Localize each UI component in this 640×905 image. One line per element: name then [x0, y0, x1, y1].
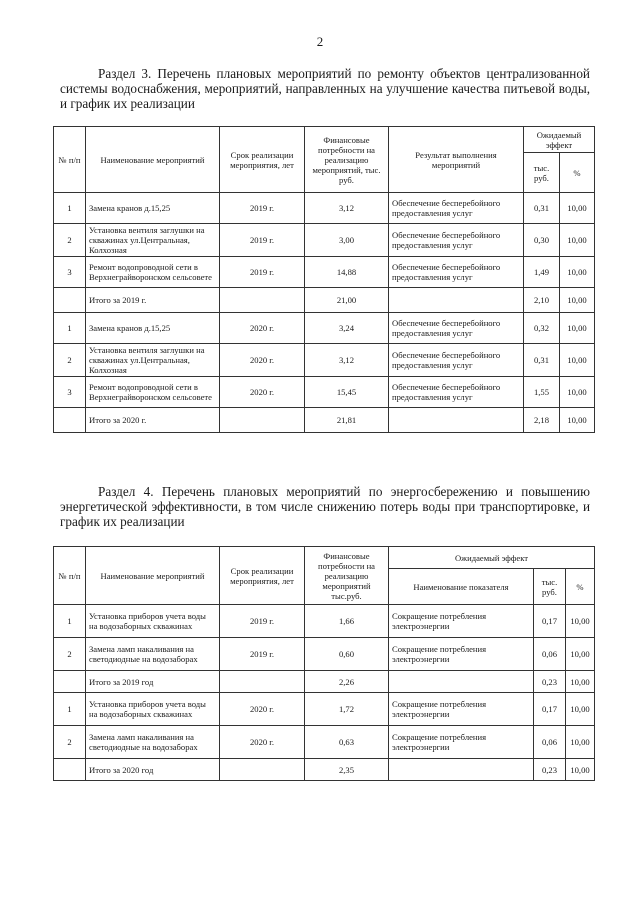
row-rub: 2,10 — [524, 288, 560, 313]
row-name: Установка приборов учета воды на водозаборных скважинах — [86, 605, 220, 638]
row-indicator — [389, 671, 534, 693]
row-term: 2020 г. — [220, 344, 305, 377]
row-pct: 10,00 — [560, 288, 595, 313]
row-name: Итого за 2020 год — [86, 759, 220, 781]
row-rub: 1,55 — [524, 377, 560, 408]
row-result: Обеспечение бесперебойного предоставления услуг — [389, 224, 524, 257]
row-name: Замена кранов д.15,25 — [86, 313, 220, 344]
section4-title: Раздел 4. Перечень плановых мероприятий по энергосбережению и повышению энергетической эффективности, в том числе снижению потерь воды при транспортировке, и график их реализации — [60, 484, 590, 529]
table-row — [54, 638, 595, 671]
row-finance: 1,66 — [305, 605, 389, 638]
row-term — [220, 288, 305, 313]
total-row — [54, 671, 595, 693]
col-num: № п/п — [54, 127, 86, 193]
row-finance: 3,00 — [305, 224, 389, 257]
table-row — [54, 257, 595, 288]
row-rub: 0,06 — [534, 638, 566, 671]
row-term — [220, 408, 305, 433]
col-finance: Финансовые потребности на реализацию мероприятий, тыс. руб. — [305, 127, 389, 193]
row-pct: 10,00 — [566, 693, 595, 726]
row-name: Итого за 2019 г. — [86, 288, 220, 313]
row-term: 2019 г. — [220, 638, 305, 671]
row-term: 2019 г. — [220, 193, 305, 224]
row-term: 2019 г. — [220, 257, 305, 288]
row-rub: 2,18 — [524, 408, 560, 433]
col-rub: тыс. руб. — [534, 569, 566, 605]
page-number: 2 — [316, 34, 324, 49]
table-row — [54, 193, 595, 224]
table-row — [54, 313, 595, 344]
row-name: Ремонт водопроводной сети в Верхнеграйворонском сельсовете — [86, 257, 220, 288]
row-term: 2020 г. — [220, 693, 305, 726]
table-row — [54, 726, 595, 759]
row-name: Установка вентиля заглушки на скважинах ул.Центральная, Колхозная — [86, 224, 220, 257]
col-effect: Ожидаемый эффект — [524, 127, 595, 153]
section3-title: Раздел 3. Перечень плановых мероприятий по ремонту объектов централизованной системы водоснабжения, мероприятий, направленных на улучшение качества питьевой воды, и график их реализации — [60, 66, 590, 111]
row-finance: 0,63 — [305, 726, 389, 759]
col-effect: Ожидаемый эффект — [389, 547, 595, 569]
col-term: Срок реализации мероприятия, лет — [220, 127, 305, 193]
row-rub: 1,49 — [524, 257, 560, 288]
row-name: Итого за 2020 г. — [86, 408, 220, 433]
col-name: Наименование мероприятий — [86, 547, 220, 605]
row-num: 1 — [54, 193, 86, 224]
row-term: 2020 г. — [220, 377, 305, 408]
section4-table — [53, 546, 595, 781]
row-name: Итого за 2019 год — [86, 671, 220, 693]
row-pct: 10,00 — [566, 671, 595, 693]
row-finance: 0,60 — [305, 638, 389, 671]
row-result: Обеспечение бесперебойного предоставления услуг — [389, 313, 524, 344]
row-finance: 2,26 — [305, 671, 389, 693]
row-pct: 10,00 — [560, 313, 595, 344]
row-term: 2019 г. — [220, 605, 305, 638]
row-rub: 0,30 — [524, 224, 560, 257]
row-rub: 0,23 — [534, 671, 566, 693]
row-num: 3 — [54, 257, 86, 288]
row-rub: 0,31 — [524, 193, 560, 224]
row-result: Обеспечение бесперебойного предоставления услуг — [389, 344, 524, 377]
row-finance: 21,00 — [305, 288, 389, 313]
row-rub: 0,17 — [534, 693, 566, 726]
row-name: Замена ламп накаливания на светодиодные на водозаборах — [86, 726, 220, 759]
table-row — [54, 693, 595, 726]
col-pct: % — [560, 153, 595, 193]
row-pct: 10,00 — [560, 257, 595, 288]
row-name: Замена ламп накаливания на светодиодные на водозаборах — [86, 638, 220, 671]
row-num — [54, 288, 86, 313]
row-name: Установка приборов учета воды на водозаборных скважинах — [86, 693, 220, 726]
row-pct: 10,00 — [560, 344, 595, 377]
row-finance: 1,72 — [305, 693, 389, 726]
total-row — [54, 408, 595, 433]
row-num — [54, 408, 86, 433]
row-pct: 10,00 — [566, 605, 595, 638]
col-rub: тыс. руб. — [524, 153, 560, 193]
row-rub: 0,31 — [524, 344, 560, 377]
row-pct: 10,00 — [566, 759, 595, 781]
row-num: 2 — [54, 638, 86, 671]
row-name: Установка вентиля заглушки на скважинах ул.Центральная, Колхозная — [86, 344, 220, 377]
table-row — [54, 605, 595, 638]
row-rub: 0,06 — [534, 726, 566, 759]
row-num: 2 — [54, 224, 86, 257]
row-term — [220, 759, 305, 781]
row-finance: 14,88 — [305, 257, 389, 288]
col-name: Наименование мероприятий — [86, 127, 220, 193]
row-pct: 10,00 — [560, 193, 595, 224]
row-name: Замена кранов д.15,25 — [86, 193, 220, 224]
row-num — [54, 759, 86, 781]
row-rub: 0,32 — [524, 313, 560, 344]
row-pct: 10,00 — [560, 377, 595, 408]
row-num: 3 — [54, 377, 86, 408]
row-num: 2 — [54, 726, 86, 759]
table-row — [54, 344, 595, 377]
row-term: 2020 г. — [220, 313, 305, 344]
row-num: 1 — [54, 605, 86, 638]
col-term: Срок реализации мероприятия, лет — [220, 547, 305, 605]
row-result — [389, 408, 524, 433]
row-indicator: Сокращение потребления электроэнергии — [389, 638, 534, 671]
table-row — [54, 224, 595, 257]
row-term: 2020 г. — [220, 726, 305, 759]
row-num: 2 — [54, 344, 86, 377]
row-finance: 3,24 — [305, 313, 389, 344]
row-indicator: Сокращение потребления электроэнергии — [389, 693, 534, 726]
row-pct: 10,00 — [560, 224, 595, 257]
row-result — [389, 288, 524, 313]
row-num: 1 — [54, 313, 86, 344]
row-indicator: Сокращение потребления электроэнергии — [389, 605, 534, 638]
row-name: Ремонт водопроводной сети в Верхнеграйворонском сельсовете — [86, 377, 220, 408]
table-row — [54, 377, 595, 408]
col-num: № п/п — [54, 547, 86, 605]
row-result: Обеспечение бесперебойного предоставления услуг — [389, 257, 524, 288]
row-finance: 3,12 — [305, 344, 389, 377]
row-pct: 10,00 — [560, 408, 595, 433]
col-finance: Финансовые потребности на реализацию мероприятий тыс.руб. — [305, 547, 389, 605]
row-rub: 0,23 — [534, 759, 566, 781]
row-finance: 21,81 — [305, 408, 389, 433]
row-indicator — [389, 759, 534, 781]
section3-table — [53, 126, 595, 433]
row-rub: 0,17 — [534, 605, 566, 638]
row-num — [54, 671, 86, 693]
total-row — [54, 759, 595, 781]
row-pct: 10,00 — [566, 638, 595, 671]
row-finance: 2,35 — [305, 759, 389, 781]
row-num: 1 — [54, 693, 86, 726]
row-finance: 3,12 — [305, 193, 389, 224]
row-finance: 15,45 — [305, 377, 389, 408]
col-pct: % — [566, 569, 595, 605]
row-indicator: Сокращение потребления электроэнергии — [389, 726, 534, 759]
row-term — [220, 671, 305, 693]
col-result: Результат выполнения мероприятий — [389, 127, 524, 193]
row-result: Обеспечение бесперебойного предоставления услуг — [389, 377, 524, 408]
row-pct: 10,00 — [566, 726, 595, 759]
col-indicator: Наименование показателя — [389, 569, 534, 605]
row-term: 2019 г. — [220, 224, 305, 257]
total-row — [54, 288, 595, 313]
row-result: Обеспечение бесперебойного предоставления услуг — [389, 193, 524, 224]
